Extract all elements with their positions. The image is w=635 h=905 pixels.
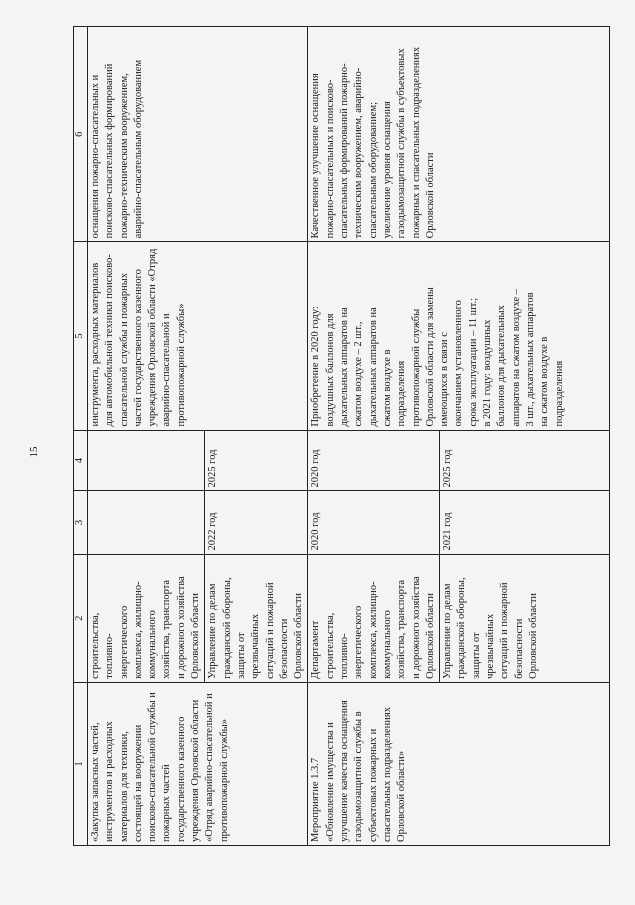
end-year-cell: 2025 год xyxy=(440,430,610,491)
end-year-cell: 2025 год xyxy=(205,430,308,491)
executor-cell: строительства, топливно- энергетического комплекса, жилищно- коммунального хозяйства, транспорта и дорожного хозяйства Орловской области xyxy=(88,554,205,682)
executor-cell: Департамент строительства, топливно- энергетического комплекса, жилищно- коммунального хозяйства, транспорта и дорожного хозяйства Орловской области xyxy=(308,554,440,682)
measure-title-cell: Мероприятие 1.3.7 «Обновление имущества и улучшение качества оснащения газодымозащитной службы в субъектовых пожарных и спасательных подразделениях Орловской области» xyxy=(308,682,610,845)
header-col-2: 2 xyxy=(74,554,88,682)
result-cell: Приобретение в 2020 году: воздушных баллонов для дыхательных аппаратов на сжатом воздухе – 2 шт., дыхательных аппаратов на сжатом воздухе в подразделения противопожарной службы Орловской области для замены имеющихся в связи с окончанием установленного срока эксплуатации – 11 шт.; в 2021 году: воздушных баллонов для дыхательных аппаратов на сжатом воздухе – 3 шт., дыхательных аппаратов на сжатом воздухе в подразделения xyxy=(308,242,610,430)
table-row xyxy=(88,27,205,846)
header-col-6: 6 xyxy=(74,27,88,242)
page-number: 15 xyxy=(28,446,40,458)
table-row xyxy=(308,27,440,846)
header-col-5: 5 xyxy=(74,242,88,430)
header-col-4: 4 xyxy=(74,430,88,491)
executor-cell: Управление по делам гражданской обороны, защиты от чрезвычайных ситуаций и пожарной безопасности Орловской области xyxy=(440,554,610,682)
executor-cell: Управление по делам гражданской обороны, защиты от чрезвычайных ситуаций и пожарной безопасности Орловской области xyxy=(205,554,308,682)
effect-cell: Качественное улучшение оснащения пожарно-спасательных и поисково-спасательных формирований пожарно-техническим вооружением, аварийно-спасательным оборудованием; увеличение уровня оснащения газодымозащитной службы в субъектовых пожарных и спасательных подразделениях Орловской области xyxy=(308,27,610,242)
result-cell: инструмента, расходных материалов для автомобильной техники поисково-спасательной службы и пожарных частей государственного казенного учреждения Орловской области «Отряд аварийно-спасательной и противопожарной службы» xyxy=(88,242,308,430)
end-year-cell: 2020 год xyxy=(308,430,440,491)
start-year-cell: 2020 год xyxy=(308,491,440,554)
start-year-cell: 2022 год xyxy=(205,491,308,554)
start-year-cell xyxy=(88,491,205,554)
header-col-1: 1 xyxy=(74,682,88,845)
effect-cell: оснащения пожарно-спасательных и поисково-спасательных формирований пожарно-техническим вооружением, аварийно-спасательным оборудованием xyxy=(88,27,308,242)
header-col-3: 3 xyxy=(74,491,88,554)
rotated-table-sheet xyxy=(73,26,583,846)
end-year-cell xyxy=(88,430,205,491)
measure-title-cell: «Закупка запасных частей, инструментов и расходных материалов для техники, состоящей на вооружении поисково-спасательной службы и пожарных частей государственного казенного учреждения Орловской области «Отряд аварийно-спасательной и противопожарной службы» xyxy=(88,682,308,845)
measures-table xyxy=(73,26,610,846)
start-year-cell: 2021 год xyxy=(440,491,610,554)
header-row xyxy=(74,27,88,846)
